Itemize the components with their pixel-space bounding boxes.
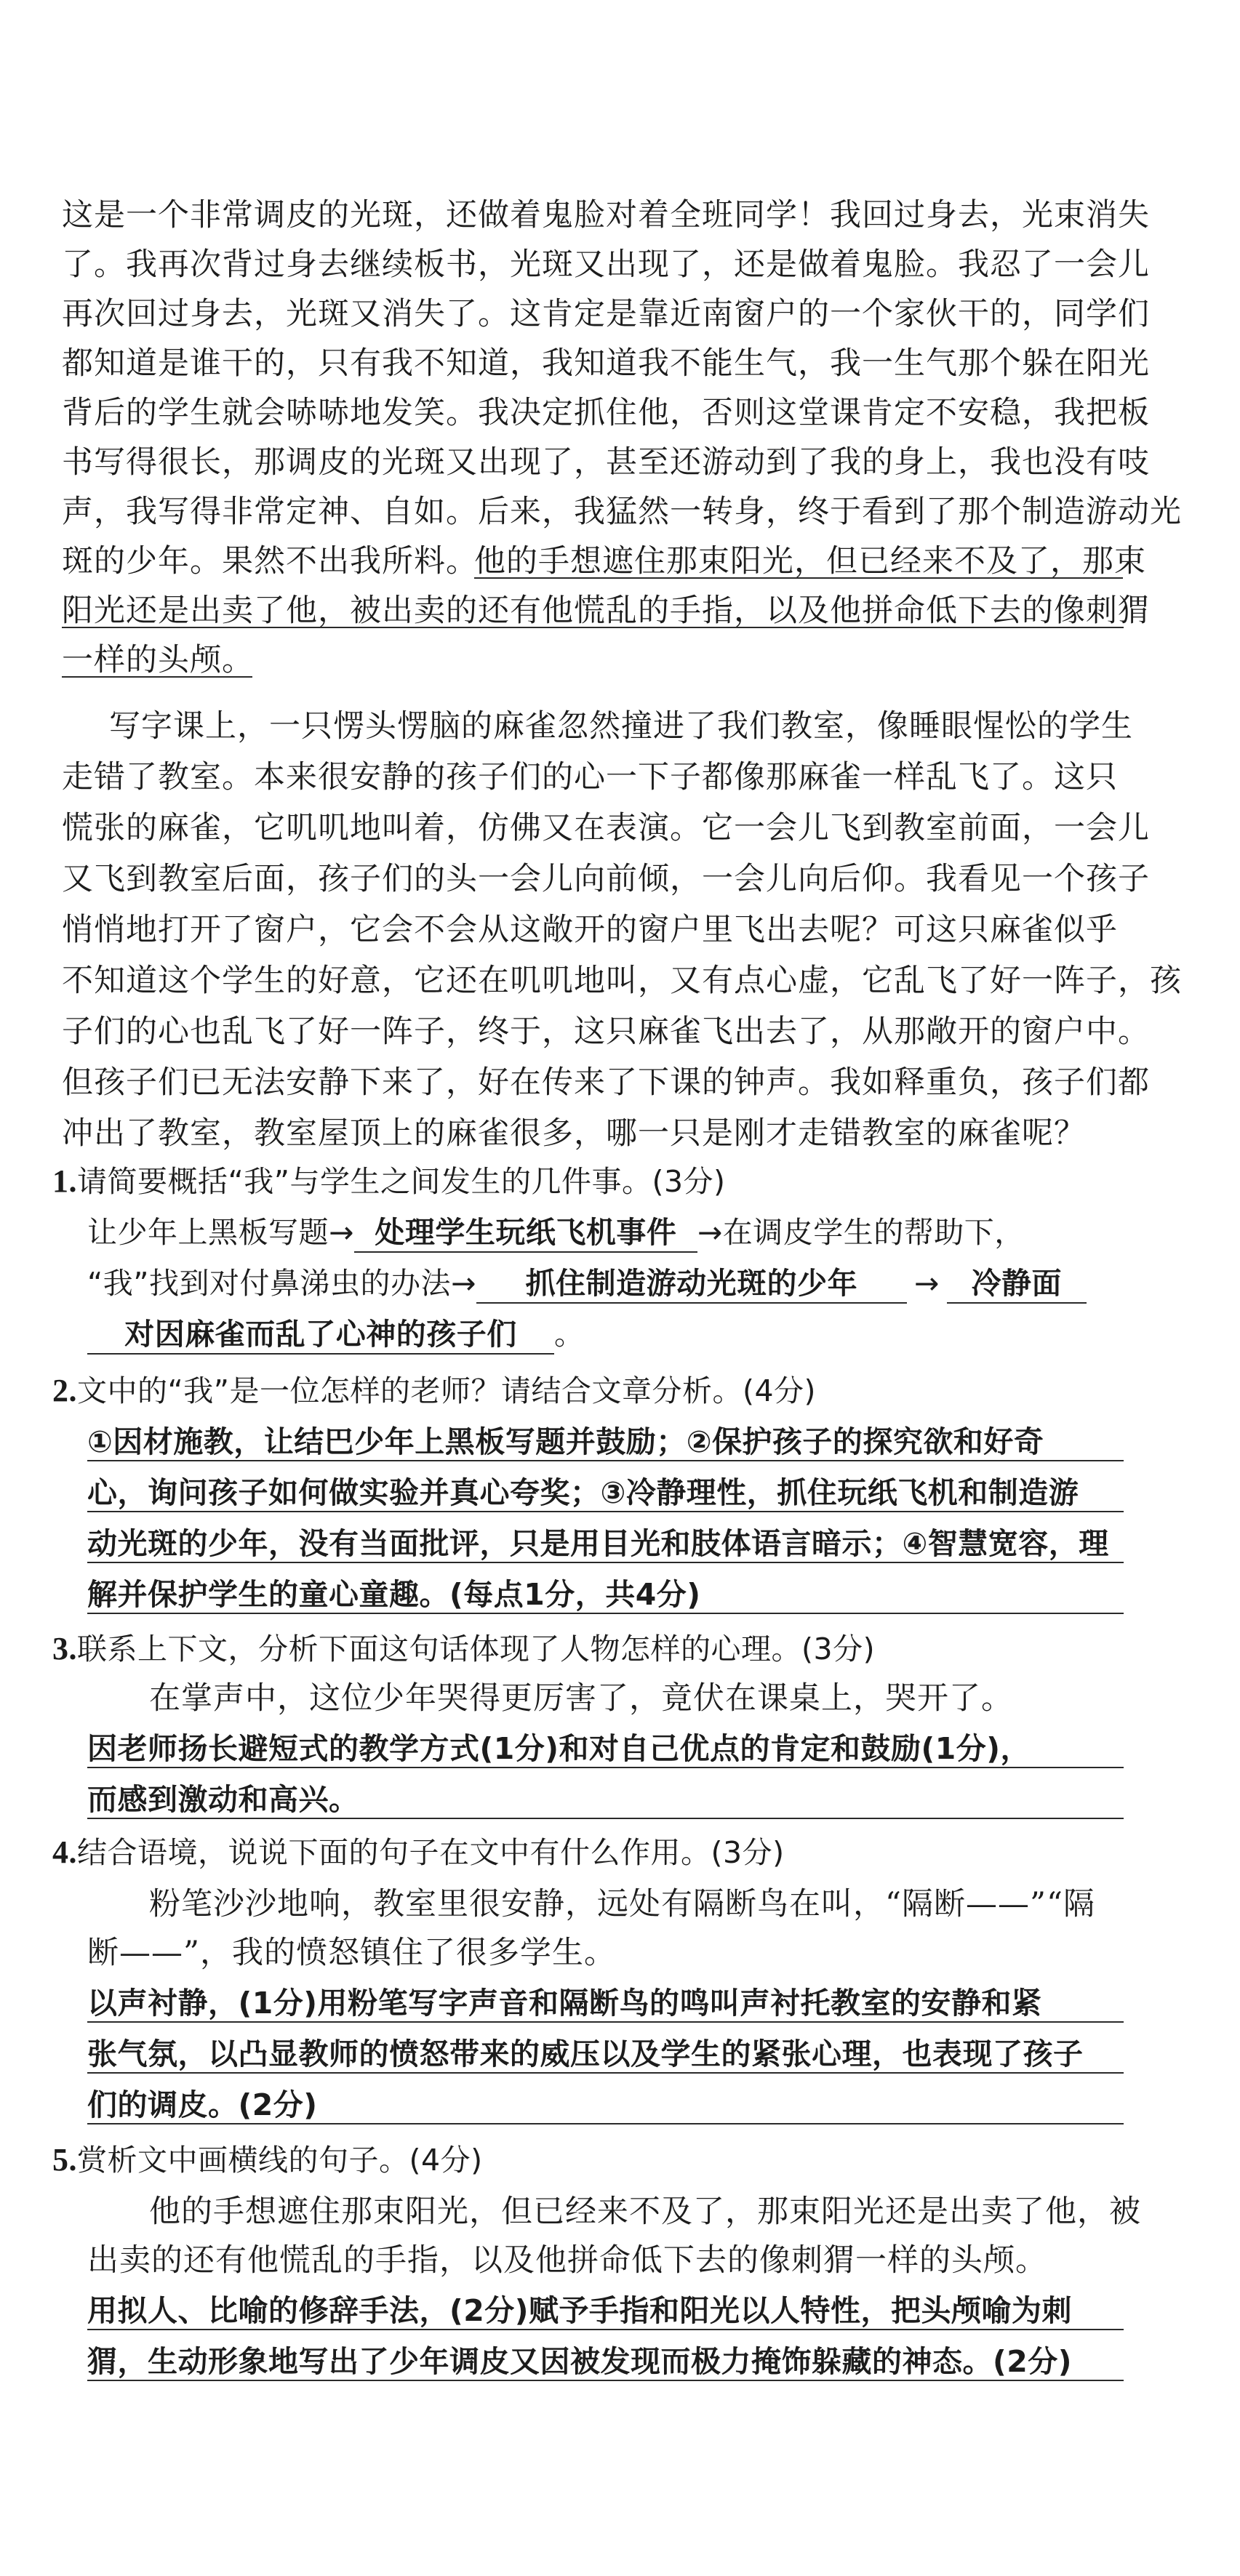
question-number: 5. (52, 2142, 77, 2178)
sentence-underline (474, 577, 1123, 579)
answer-text: →在调皮学生的帮助下， (697, 1215, 1025, 1250)
answer-text: “我”找到对付鼻涕虫的办法→ (87, 1266, 476, 1301)
sentence-underline (62, 676, 252, 678)
answer-blank-2: 抓住制造游动光斑的少年 (476, 1259, 907, 1304)
question-number: 1. (52, 1163, 77, 1199)
question-2-answer-line (87, 1418, 1044, 1461)
answer-underline (87, 1767, 1124, 1768)
answer-underline (87, 1460, 1124, 1461)
arrow-text: → (913, 1266, 940, 1301)
question-2-answer-line: 解并保护学生的童心童趣。(每点1分，共4分) (87, 1577, 701, 1612)
answer-underline (87, 1613, 1124, 1614)
question-number: 4. (52, 1834, 77, 1870)
passage-line: 不知道这个学生的好意，它还在叽叽地叫，又有点心虚，它乱飞了好一阵子，孩 (62, 963, 1182, 999)
question-number: 2. (52, 1373, 77, 1408)
question-number: 3. (52, 1631, 77, 1666)
passage-line: 都知道是谁干的，只有我不知道，我知道我不能生气，我一生气那个躲在阳光 (62, 345, 1150, 382)
question-4-answer-line: 以声衬静，(1分)用粉笔写字声音和隔断鸟的鸣叫声衬托教室的安静和紧 (87, 1986, 1042, 2021)
answer-text: 冷静理性，抓住玩纸飞机和制造游 (625, 1475, 1079, 1510)
passage-line: 背后的学生就会哧哧地发笑。我决定抓住他，否则这堂课肯定不安稳，我把板 (62, 395, 1150, 431)
answer-text: 。 (554, 1317, 585, 1352)
underlined-sentence-part: 阳光还是出卖了他，被出卖的还有他慌乱的手指，以及他拼命低下去的像刺猬 (62, 593, 1150, 629)
question-text: 结合语境，说说下面的句子在文中有什么作用。(3分) (77, 1835, 785, 1870)
answer-underline (87, 2329, 1124, 2330)
passage-line: 但孩子们已无法安静下来了，好在传来了下课的钟声。我如释重负，孩子们都 (62, 1064, 1150, 1101)
answer-underline (87, 2123, 1124, 2124)
answer-text: 动光斑的少年，没有当面批评，只是用目光和肢体语言暗示； (87, 1526, 903, 1561)
question-1-prompt (52, 1157, 726, 1200)
answer-text: 因材施教，让结巴少年上黑板写题并鼓励； (113, 1424, 687, 1459)
underlined-sentence-part: 他的手想遮住那束阳光，但已经来不及了，那束 (474, 543, 1146, 579)
question-3-prompt (52, 1625, 875, 1668)
point-marker: ② (686, 1424, 712, 1459)
point-marker: ① (87, 1424, 113, 1459)
question-text: 请简要概括“我”与学生之间发生的几件事。(3分) (77, 1164, 726, 1199)
answer-underline (87, 2072, 1124, 2074)
passage-line: 慌张的麻雀，它叽叽地叫着，仿佛又在表演。它一会儿飞到教室前面，一会儿 (62, 810, 1150, 846)
answer-underline (87, 1818, 1124, 1819)
question-1-answer-line-2 (87, 1259, 1087, 1304)
sentence-underline (62, 627, 1124, 628)
question-2-answer-line (87, 1520, 1109, 1562)
point-marker: ④ (902, 1526, 928, 1561)
question-5-answer-line: 用拟人、比喻的修辞手法，(2分)赋予手指和阳光以人特性，把头颅喻为刺 (87, 2293, 1073, 2328)
question-1-answer-line-3 (87, 1310, 585, 1355)
passage-line: 走错了教室。本来很安静的孩子们的心一下子都像那麻雀一样乱飞了。这只 (62, 759, 1118, 795)
answer-text: 心，询问孩子如何做实验并真心夸奖； (87, 1475, 601, 1510)
answer-text: 让少年上黑板写题→ (87, 1215, 354, 1250)
passage-line: 书写得很长，那调皮的光斑又出现了，甚至还游动到了我的身上，我也没有吱 (62, 444, 1150, 481)
underlined-sentence-part: 一样的头颅。 (62, 642, 254, 678)
point-marker: ③ (600, 1475, 626, 1510)
answer-underline (87, 1511, 1124, 1512)
question-1-answer-line-1 (87, 1208, 1025, 1253)
passage-line: 斑的少年。果然不出我所料。 (62, 543, 478, 579)
passage-line: 悄悄地打开了窗户，它会不会从这敞开的窗户里飞出去呢？可这只麻雀似乎 (62, 912, 1118, 948)
question-5-prompt (52, 2136, 483, 2179)
quoted-sentence: 在掌声中，这位少年哭得更厉害了，竟伏在课桌上，哭开了。 (149, 1680, 1013, 1717)
answer-underline (87, 2021, 1124, 2023)
question-2-answer-line (87, 1469, 1079, 1512)
passage-line: 声，我写得非常定神、自如。后来，我猛然一转身，终于看到了那个制造游动光 (62, 494, 1182, 530)
question-text: 联系上下文，分析下面这句话体现了人物怎样的心理。(3分) (77, 1632, 876, 1666)
passage-line: 这是一个非常调皮的光斑，还做着鬼脸对着全班同学！我回过身去，光束消失 (62, 197, 1150, 233)
question-3-answer-line: 而感到激动和高兴。 (87, 1782, 359, 1817)
passage-line: 又飞到教室后面，孩子们的头一会儿向前倾，一会儿向后仰。我看见一个孩子 (62, 861, 1150, 897)
passage-line: 了。我再次背过身去继续板书，光斑又出现了，还是做着鬼脸。我忍了一会儿 (62, 246, 1150, 283)
passage-line: 冲出了教室，教室屋顶上的麻雀很多，哪一只是刚才走错教室的麻雀呢？ (62, 1115, 1086, 1152)
passage-line: 子们的心也乱飞了好一阵子，终于，这只麻雀飞出去了，从那敞开的窗户中。 (62, 1014, 1150, 1050)
answer-blank-1: 处理学生玩纸飞机事件 (354, 1208, 697, 1253)
answer-text: 保护孩子的探究欲和好奇 (711, 1424, 1044, 1459)
question-2-prompt (52, 1367, 816, 1410)
answer-text: 智慧宽容，理 (927, 1526, 1109, 1561)
question-text: 文中的“我”是一位怎样的老师？请结合文章分析。(4分) (77, 1373, 817, 1408)
passage-line: 再次回过身去，光斑又消失了。这肯定是靠近南窗户的一个家伙干的，同学们 (62, 296, 1150, 332)
question-5-answer-line: 猬，生动形象地写出了少年调皮又因被发现而极力掩饰躲藏的神态。(2分) (87, 2344, 1073, 2379)
question-4-answer-line: 张气氛，以凸显教师的愤怒带来的威压以及学生的紧张心理，也表现了孩子 (87, 2037, 1084, 2071)
question-3-answer-line: 因老师扬长避短式的教学方式(1分)和对自己优点的肯定和鼓励(1分)， (87, 1731, 1031, 1766)
quoted-sentence: 断——”，我的愤怒镇住了很多学生。 (87, 1935, 616, 1971)
quoted-sentence: 粉笔沙沙地响，教室里很安静，远处有隔断鸟在叫，“隔断——”“隔 (149, 1886, 1095, 1922)
question-4-prompt (52, 1829, 785, 1871)
quoted-sentence: 出卖的还有他慌乱的手指，以及他拼命低下去的像刺猬一样的头颅。 (87, 2242, 1047, 2279)
question-text: 赏析文中画横线的句子。(4分) (77, 2143, 483, 2178)
answer-underline (87, 2380, 1124, 2381)
answer-blank-3-continued: 对因麻雀而乱了心神的孩子们 (87, 1310, 554, 1355)
passage-line: 写字课上，一只愣头愣脑的麻雀忽然撞进了我们教室，像睡眼惺忪的学生 (109, 708, 1133, 745)
quoted-sentence: 他的手想遮住那束阳光，但已经来不及了，那束阳光还是出卖了他，被 (149, 2194, 1141, 2230)
answer-underline (87, 1562, 1124, 1563)
answer-blank-3: 冷静面 (947, 1259, 1087, 1304)
question-4-answer-line: 们的调皮。(2分) (87, 2087, 318, 2122)
